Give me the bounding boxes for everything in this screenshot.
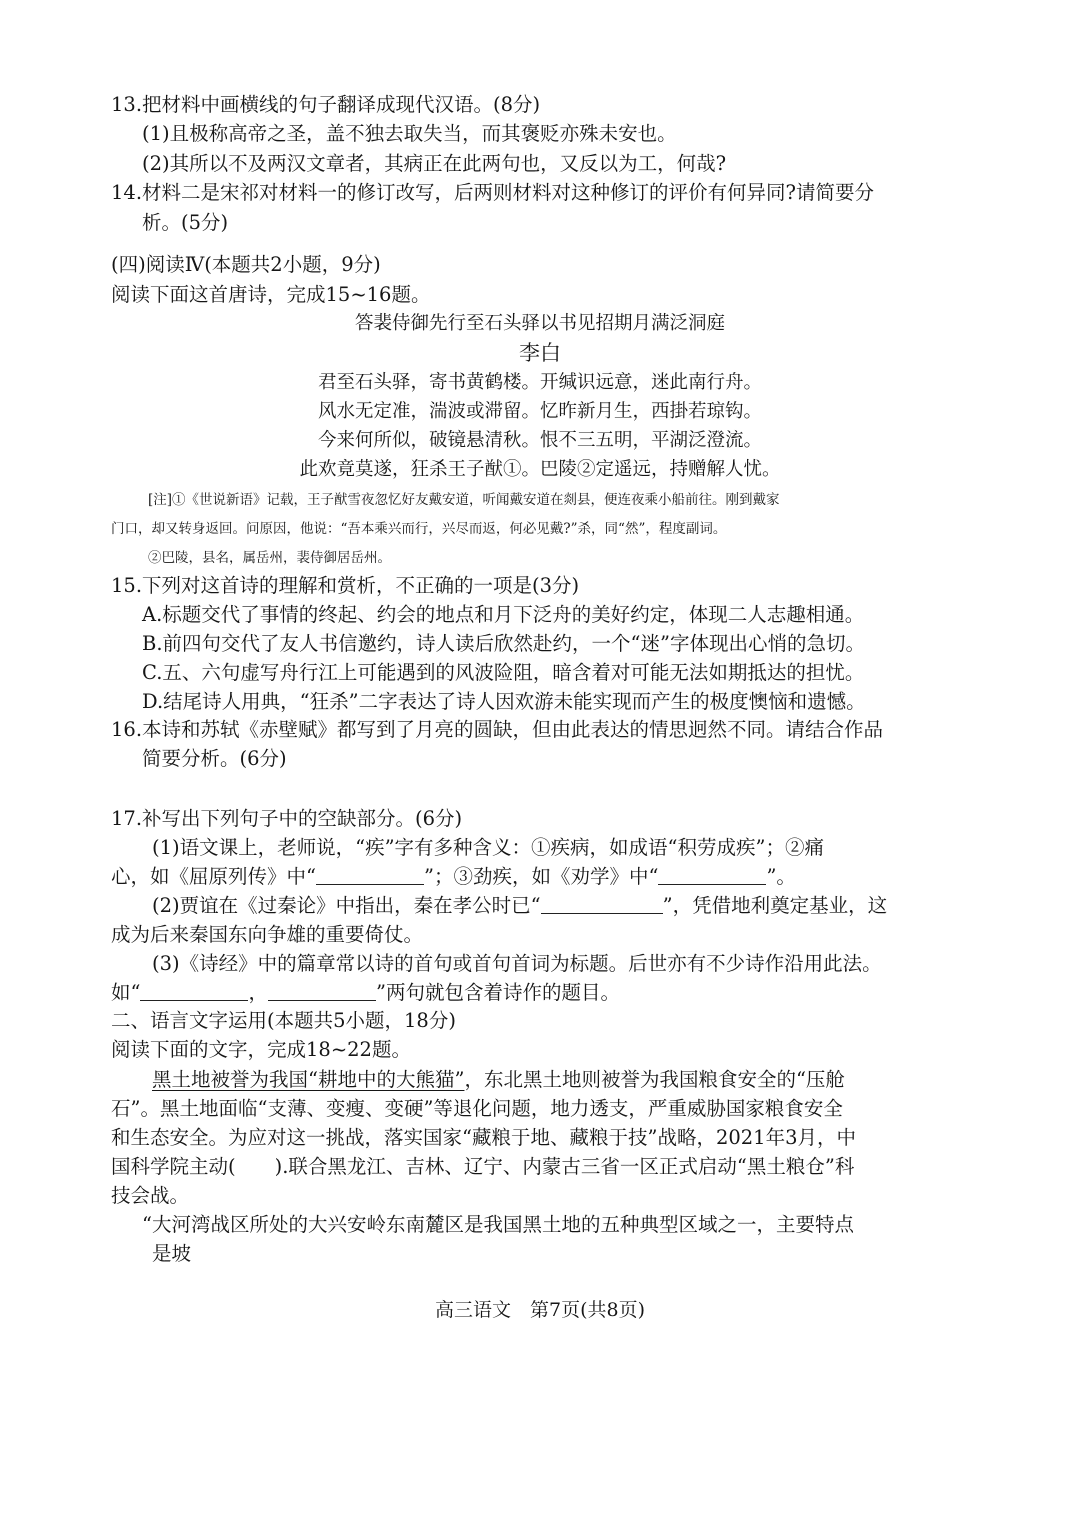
poem-note-2: ②巴陵，县名，属岳州，裴侍御居岳州。 [148,550,391,566]
q13-sentence-1: (1)且极称高帝之圣，盖不独去取失当，而其褒贬亦殊未安也。 [142,122,677,145]
q17-stem: 17.补写出下列句子中的空缺部分。(6分) [111,807,463,830]
part-2-intro: 阅读下面的文字，完成18~22题。 [111,1038,411,1061]
q14-line-1: 14.材料二是宋祁对材料一的修订改写，后两则材料对这种修订的评价有何异同?请简要分 [111,181,874,204]
poem-note-1a: [注]①《世说新语》记载，王子猷雪夜忽忆好友戴安道，听闻戴安道在剡县，便连夜乘小船前往。刚到戴家 [148,492,780,508]
poem-title: 答裴侍御先行至石头驿以书见招期月满泛洞庭 [354,313,725,334]
q17-part-1a: (1)语文课上，老师说，“疾”字有多种含义：①疾病，如成语“积劳成疾”；②痛 [152,836,824,859]
answer-blank-2[interactable] [658,864,766,885]
q15-stem: 15.下列对这首诗的理解和赏析，不正确的一项是(3分) [111,574,580,597]
q17-part-2a-text-2: ”，凭借地利奠定基业，这 [662,894,888,917]
q17-part-3b-text-2: ， [248,981,268,1004]
answer-blank-4[interactable] [140,980,248,1001]
poem-line-4: 此欢竟莫遂，狂杀王子猷①。巴陵②定遥远，持赠解人忧。 [299,459,781,480]
q15-option-c: C.五、六句虚写舟行江上可能遇到的风波险阻，暗含着对可能无法如期抵达的担忧。 [142,661,865,684]
q17-part-3b-text-1: 如“ [111,981,141,1004]
poem-line-3: 今来何所似，破镜悬清秋。恨不三五明，平湖泛澄流。 [317,430,762,451]
page-footer: 高三语文 第7页(共8页) [434,1299,645,1321]
q17-part-3a: (3)《诗经》中的篇章常以诗的首句或首句首词为标题。后世亦有不少诗作沿用此法。 [152,952,882,975]
q15-option-d: D.结尾诗人用典，“狂杀”二字表达了诗人因欢游未能实现而产生的极度懊恼和遗憾。 [142,690,866,713]
q14-line-2: 析。(5分) [142,211,229,234]
answer-blank-5[interactable] [268,980,376,1001]
part-2-heading: 二、语言文字运用(本题共5小题，18分) [111,1009,456,1032]
q16-line-2: 简要分析。(6分) [142,747,287,770]
q17-part-1b-text-2: ”；③劲疾，如《劝学》中“ [423,865,659,888]
answer-blank-1[interactable] [316,864,424,885]
q17-part-2a-text-1: (2)贾谊在《过秦论》中指出，秦在孝公时已“ [152,894,541,917]
section-4-heading: (四)阅读Ⅳ(本题共2小题，9分) [111,253,381,276]
q17-part-1b-text-3: ”。 [766,865,796,888]
q17-part-2a [152,892,887,920]
q17-part-3b [111,979,620,1007]
poem-note-1b: 门口，却又转身返回。问原因，他说：“吾本乘兴而行，兴尽而返，何必见戴?”杀，同“然”，程度副词。 [111,521,727,537]
q13-sentence-2: (2)其所以不及两汉文章者，其病正在此两句也，又反以为工，何哉? [142,152,727,175]
q17-part-3b-text-3: ”两句就包含着诗作的题目。 [376,981,620,1004]
q15-option-b: B.前四句交代了友人书信邀约，诗人读后欣然赴约，一个“迷”字体现出心悄的急切。 [142,632,865,655]
section-4-intro: 阅读下面这首唐诗，完成15~16题。 [111,283,431,306]
q16-line-1: 16.本诗和苏轼《赤壁赋》都写到了月亮的圆缺，但由此表达的情思迥然不同。请结合作品 [111,718,884,741]
q17-part-1b [111,863,796,891]
answer-blank-3[interactable] [541,893,663,914]
poem-author: 李白 [519,341,561,365]
passage-line-6: “大河湾战区所处的大兴安岭东南麓区是我国黑土地的五种典型区域之一，主要特点 [142,1213,854,1236]
poem-line-1: 君至石头驿，寄书黄鹤楼。开缄识远意，迷此南行舟。 [317,372,762,393]
q17-part-2b: 成为后来秦国东向争雄的重要倚仗。 [111,923,424,946]
passage-line-7: 是坡 [152,1242,192,1265]
passage-line-1-rest: ，东北黑土地则被誉为我国粮食安全的“压舱 [464,1068,845,1091]
poem-line-2: 风水无定准，湍波或滞留。忆昨新月生，西掛若琼钩。 [317,401,762,422]
q13-stem: 13.把材料中画横线的句子翻译成现代汉语。(8分) [111,93,541,116]
passage-underlined-sentence: 黑土地被誉为我国“耕地中的大熊猫” [152,1068,465,1091]
passage-line-4: 国科学院主动( ).联合黑龙江、吉林、辽宁、内蒙古三省一区正式启动“黑土粮仓”科 [111,1155,855,1178]
passage-line-1 [152,1066,845,1094]
passage-line-2: 石”。黑土地面临“支薄、变瘦、变硬”等退化问题，地力透支，严重威胁国家粮食安全 [111,1097,843,1120]
q17-part-1b-text-1: 心，如《屈原列传》中“ [111,865,316,888]
passage-line-3: 和生态安全。为应对这一挑战，落实国家“藏粮于地、藏粮于技”战略，2021年3月，中 [111,1126,856,1149]
passage-line-5: 技会战。 [111,1184,190,1207]
q15-option-a: A.标题交代了事情的终起、约会的地点和月下泛舟的美好约定，体现二人志趣相通。 [142,603,865,626]
